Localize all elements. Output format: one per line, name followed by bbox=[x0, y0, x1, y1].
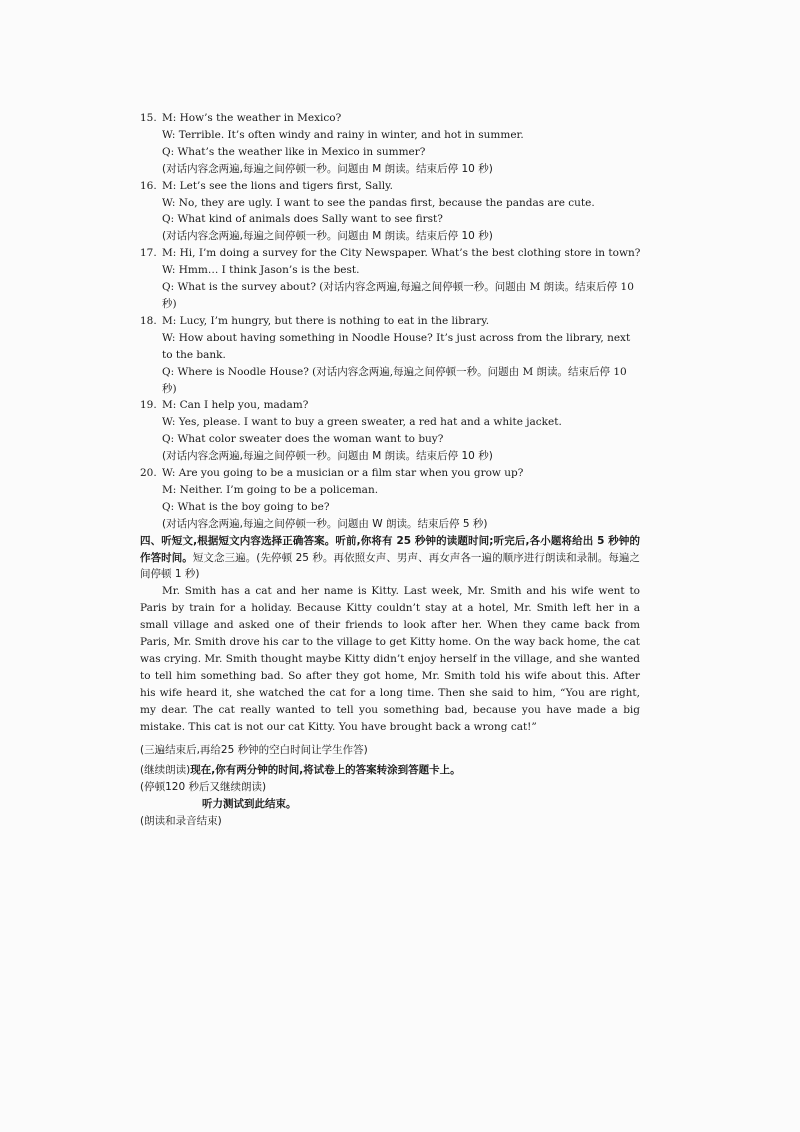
item-number: 17. bbox=[140, 247, 157, 260]
listening-script bbox=[140, 110, 640, 830]
item-number: 19. bbox=[140, 399, 157, 412]
item-number: 20. bbox=[140, 467, 157, 480]
test-end-note: 听力测试到此结束。 bbox=[202, 798, 297, 811]
section-4-instruction: 短文念三遍。(先停顿 25 秒。再依照女声、男声、再女声各一遍的顺序进行朗读和录制。每遍之间停顿 1 秒) bbox=[140, 551, 640, 581]
dialogue-line: W: Hmm… I think Jason’s is the best. bbox=[162, 264, 360, 277]
closing-note-prefix: (继续朗读) bbox=[140, 764, 191, 777]
item-17 bbox=[140, 245, 640, 313]
dialogue-line: M: How’s the weather in Mexico? bbox=[162, 112, 342, 124]
item-number: 15. bbox=[140, 112, 157, 124]
question-line: Q: Where is Noodle House? (对话内容念两遍,每遍之间停顿一秒。问题由 M 朗读。结束后停 10 秒) bbox=[162, 365, 627, 395]
dialogue-line: W: Are you going to be a musician or a film star when you grow up? bbox=[162, 467, 524, 480]
item-20 bbox=[140, 465, 640, 533]
closing-note-1: (三遍结束后,再给25 秒钟的空白时间让学生作答) bbox=[140, 743, 368, 756]
item-15 bbox=[140, 110, 640, 178]
dialogue-line: W: How about having something in Noodle House? It’s just across from the library, next to the bank. bbox=[162, 331, 631, 361]
item-number: 18. bbox=[140, 314, 157, 327]
dialogue-line: W: Terrible. It’s often windy and rainy in winter, and hot in summer. bbox=[162, 128, 524, 141]
closing-note-3: (停顿120 秒后又继续朗读) bbox=[140, 781, 267, 794]
section-4-heading bbox=[140, 533, 640, 584]
dialogue-line: M: Lucy, I’m hungry, but there is nothing to eat in the library. bbox=[162, 314, 490, 327]
instruction-line: (对话内容念两遍,每遍之间停顿一秒。问题由 M 朗读。结束后停 10 秒) bbox=[162, 230, 493, 243]
item-18 bbox=[140, 313, 640, 398]
closing-note-2: 现在,你有两分钟的时间,将试卷上的答案转涂到答题卡上。 bbox=[190, 764, 461, 777]
section-4-title: 四、听短文,根据短文内容选择正确答案。听前,你将有 25 秒钟的读题时间;听完后,各小题将给出 5 秒钟的作答时间。 bbox=[140, 534, 640, 564]
question-line: Q: What is the boy going to be? bbox=[162, 500, 330, 513]
dialogue-line: W: No, they are ugly. I want to see the pandas first, because the pandas are cute. bbox=[162, 196, 595, 209]
question-line: Q: What color sweater does the woman want to buy? bbox=[162, 433, 444, 446]
instruction-line: (对话内容念两遍,每遍之间停顿一秒。问题由 W 朗读。结束后停 5 秒) bbox=[162, 517, 488, 530]
dialogue-line: M: Hi, I’m doing a survey for the City Newspaper. What’s the best clothing store in town? bbox=[162, 247, 641, 260]
closing-note-5: (朗读和录音结束) bbox=[140, 815, 222, 828]
dialogue-line: M: Can I help you, madam? bbox=[162, 399, 309, 412]
dialogue-line: M: Neither. I’m going to be a policeman. bbox=[162, 483, 379, 496]
dialogue-line: M: Let’s see the lions and tigers first, Sally. bbox=[162, 179, 393, 192]
instruction-line: (对话内容念两遍,每遍之间停顿一秒。问题由 M 朗读。结束后停 10 秒) bbox=[162, 450, 493, 463]
item-16 bbox=[140, 178, 640, 246]
question-line: Q: What’s the weather like in Mexico in summer? bbox=[162, 145, 426, 158]
question-line: Q: What is the survey about? (对话内容念两遍,每遍之间停顿一秒。问题由 M 朗读。结束后停 10 秒) bbox=[162, 281, 634, 310]
instruction-line: (对话内容念两遍,每遍之间停顿一秒。问题由 M 朗读。结束后停 10 秒) bbox=[162, 162, 493, 175]
item-19 bbox=[140, 397, 640, 465]
passage-text: Mr. Smith has a cat and her name is Kitty. Last week, Mr. Smith and his wife went to Paris by train for a holiday. Because Kitty couldn’t stay at a hotel, Mr. Smith left her in a small village and asked one of their friends to look after her. When they came back from Paris, Mr. Smith drove his car to the village to get Kitty home. On the way back home, the cat was crying. Mr. Smith thought maybe Kitty didn’t enjoy herself in the village, and she wanted to tell him something bad. So after they got home, Mr. Smith told his wife about this. After his wife heard it, she watched the cat for a long time. Then she said to him, “You are right, my dear. The cat really wanted to tell you something bad, because you have made a big mistake. This cat is not our cat Kitty. You have brought back a wrong cat!” bbox=[140, 585, 640, 733]
dialogue-line: W: Yes, please. I want to buy a green sweater, a red hat and a white jacket. bbox=[162, 416, 562, 429]
item-number: 16. bbox=[140, 179, 157, 192]
question-line: Q: What kind of animals does Sally want to see first? bbox=[162, 213, 443, 226]
